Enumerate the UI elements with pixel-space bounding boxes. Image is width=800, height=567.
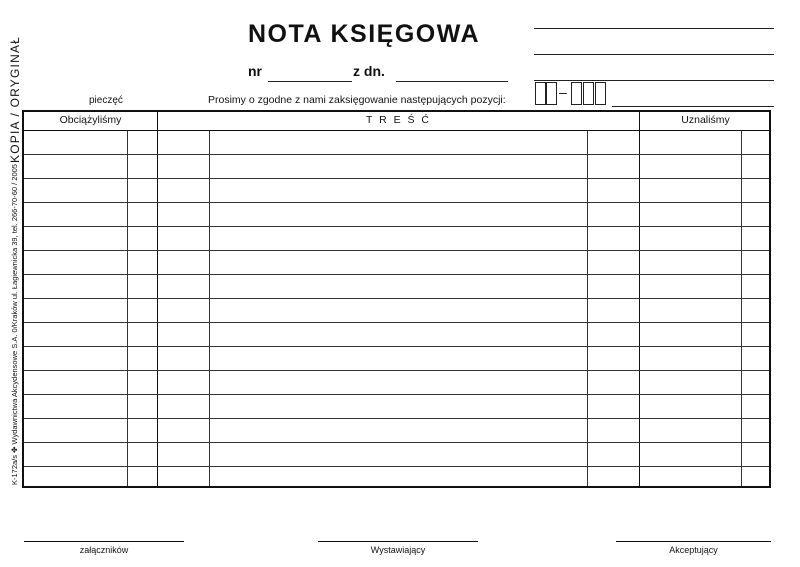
row-divider: [24, 178, 769, 179]
row-divider: [24, 154, 769, 155]
publisher-text: K-172a/s ✤ Wydawnictwa Akcydensowe S.A. 0/Kraków ul. Łagiewnicka 39, tel. 266-70-60 / 2005: [10, 164, 19, 485]
date-box[interactable]: [571, 82, 582, 105]
header-divider: [24, 130, 769, 131]
col-divider: [157, 112, 158, 486]
recipient-line-2[interactable]: [534, 36, 774, 55]
row-divider: [24, 394, 769, 395]
header-credit: Uznaliśmy: [681, 114, 730, 126]
copy-original-label: KOPIA / ORYGINAŁ: [8, 35, 22, 163]
header-content: T R E Ś Ć: [365, 114, 432, 126]
row-divider: [24, 442, 769, 443]
issuer-label: Wystawiający: [370, 545, 426, 555]
date-separator: –: [559, 84, 567, 100]
attachments-line[interactable]: [24, 541, 184, 542]
nr-label: nr: [248, 63, 262, 79]
attachments-label: załączników: [79, 545, 129, 555]
row-divider: [24, 298, 769, 299]
date-label: z dn.: [353, 63, 385, 79]
col-divider: [639, 112, 640, 486]
row-divider: [24, 274, 769, 275]
row-divider: [24, 418, 769, 419]
row-divider: [24, 226, 769, 227]
form-title: NOTA KSIĘGOWA: [248, 20, 480, 48]
issuer-signature-line[interactable]: [318, 541, 478, 542]
stamp-label: pieczęć: [89, 95, 123, 106]
entries-table: [22, 110, 771, 488]
date-box[interactable]: [595, 82, 606, 105]
date-box[interactable]: [583, 82, 594, 105]
col-divider: [127, 130, 128, 486]
nr-field[interactable]: [268, 63, 352, 82]
row-divider: [24, 322, 769, 323]
recipient-line-3[interactable]: [534, 62, 774, 81]
date-box[interactable]: [546, 82, 557, 105]
recipient-line-1[interactable]: [534, 10, 774, 29]
account-field[interactable]: [612, 88, 774, 107]
row-divider: [24, 370, 769, 371]
row-divider: [24, 250, 769, 251]
acceptor-label: Akceptujący: [669, 545, 718, 555]
row-divider: [24, 346, 769, 347]
row-divider: [24, 466, 769, 467]
row-divider: [24, 202, 769, 203]
col-divider: [209, 130, 210, 486]
header-debit: Obciążyliśmy: [59, 114, 122, 126]
acceptor-signature-line[interactable]: [616, 541, 771, 542]
col-divider: [741, 130, 742, 486]
request-text: Prosimy o zgodne z nami zaksięgowanie następujących pozycji:: [208, 94, 506, 106]
col-divider: [587, 130, 588, 486]
date-field[interactable]: [396, 63, 508, 82]
date-box[interactable]: [535, 82, 546, 105]
